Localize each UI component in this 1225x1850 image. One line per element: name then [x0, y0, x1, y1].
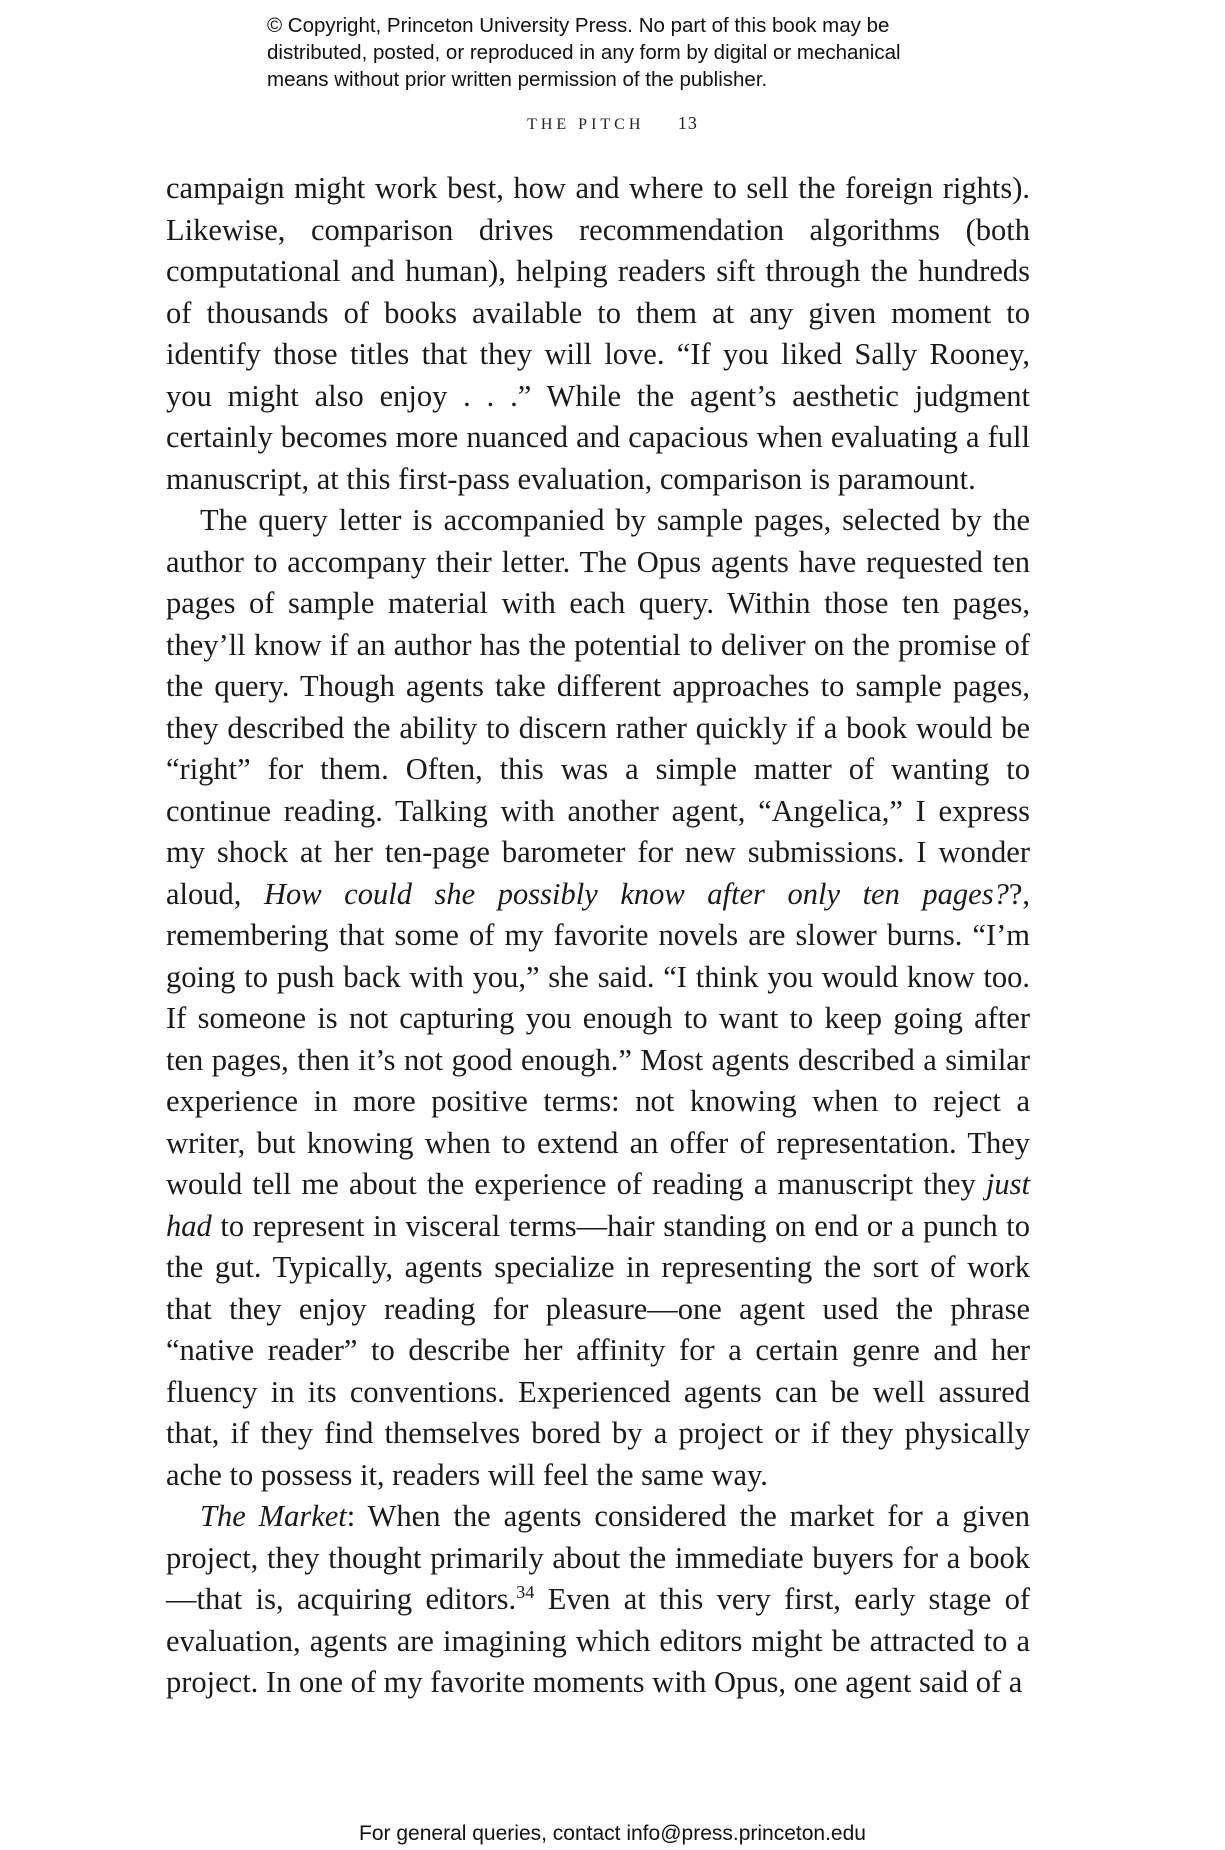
paragraph-1	[166, 168, 1030, 500]
footer-contact: For general queries, contact info@press.princeton.edu	[359, 1822, 866, 1845]
copyright-line-1: © Copyright, Princeton University Press. No part of this book may be	[267, 14, 890, 37]
paragraph-2-text-b: , remembering that some of my favorite novels are slower burns. “I’m going to push back with you,” she said. “I think you would know too. If someone is not capturing you enough to want to keep going after ten pages, then it’s not good enough.” Most agents described a similar experience in more positive terms: not knowing when to reject a writer, but knowing when to extend an offer of representation. They would tell me about the experience of reading a manuscript they	[166, 876, 1030, 1201]
paragraph-2-text-a: The query letter is accompanied by sample pages, selected by the author to accompany their letter. The Opus agents have requested ten pages of sample material with each query. Within those ten pages, they’ll know if an author has the potential to deliver on the promise of the query. Though agents take different approaches to sample pages, they described the ability to discern rather quickly if a book would be “right” for them. Often, this was a simple matter of wanting to continue reading. Talking with another agent, “Angelica,” I express my shock at her ten-page barometer for new submissions. I wonder aloud,	[166, 503, 1030, 911]
paragraph-3	[166, 1496, 1030, 1704]
paragraph-2-italic-2: just had	[166, 1167, 1031, 1243]
footnote-marker: 34	[516, 1581, 535, 1602]
paragraph-2-italic: How could she possibly know after only ten pages?	[263, 876, 1009, 911]
paragraph-2: The query letter is accompanied by sample pages, selected by the author to accompany their letter. The Opus agents have requested ten pages of sample material with each query. Within those ten pages, they’ll know if an author has the potential to deliver on the promise of the query. Though agents take different approaches to sample pages, they described the ability to discern rather quickly if a book would be “right” for them. Often, this was a simple matter of wanting to continue reading. Talking with another agent, “Angelica,” I express my shock at her ten-page barometer for new submissions. I wonder aloud, How could she possibly know after only ten pages??, remembering that some of my favorite novels are slower burns. “I’m going to push back with you,” she said. “I think you would know too. If someone is not capturing you enough to want to keep going after ten pages, then it’s not good enough.” Most agents described a similar experience in more positive terms: not knowing when to reject a writer, but knowing when to extend an offer of representation. They would tell me about the experience of reading a manuscript they just had to represent in visceral terms—hair standing on end or a punch to the gut. Typically, agents specialize in representing the sort of work that they enjoy reading for pleasure—one agent used the phrase “native reader” to describe her affinity for a certain genre and her fluency in its conventions. Experienced agents can be well assured that, if they find themselves bored by a project or if they physically ache to possess it, readers will feel the same way.	[166, 503, 1031, 1492]
running-head-title: THE PITCH	[527, 116, 645, 133]
paragraph-3-italic: The Market	[200, 1499, 347, 1533]
paragraph-3-text-a: : When the agents considered the market for a given project, they thought primarily about the immediate buyers for a book—that is, acquiring editors.	[166, 1499, 1031, 1616]
paragraph-1-text: campaign might work best, how and where to sell the foreign rights). Likewise, comparison drives recommendation algorithms (both computational and human), helping readers sift through the hundreds of thousands of books available to them at any given moment to identify those titles that they will love. “If you liked Sally Rooney, you might also enjoy . . .” While the agent’s aesthetic judgment certainly becomes more nuanced and capacious when evaluating a full manuscript, at this first-pass evaluation, comparison is paramount.	[166, 171, 1030, 496]
page-number: 13	[677, 113, 698, 133]
running-head	[0, 113, 1225, 134]
copyright-notice	[267, 12, 1027, 93]
copyright-line-2: distributed, posted, or reproduced in any form by digital or mechanical	[267, 41, 901, 64]
copyright-line-3: means without prior written permission of the publisher.	[267, 68, 768, 91]
paragraph-3-text-b: Even at this very first, early stage of evaluation, agents are imagining which editors might be attracted to a project. In one of my favorite moments with Opus, one agent said of a	[166, 1582, 1030, 1699]
paragraph-2-text-c: to represent in visceral terms—hair standing on end or a punch to the gut. Typically, agents specialize in representing the sort of work that they enjoy reading for pleasure—one agent used the phrase “native reader” to describe her affinity for a certain genre and her fluency in its conventions. Experienced agents can be well assured that, if they find themselves bored by a project or if they physically ache to possess it, readers will feel the same way.	[166, 1208, 1030, 1492]
body-text	[166, 168, 1030, 1704]
